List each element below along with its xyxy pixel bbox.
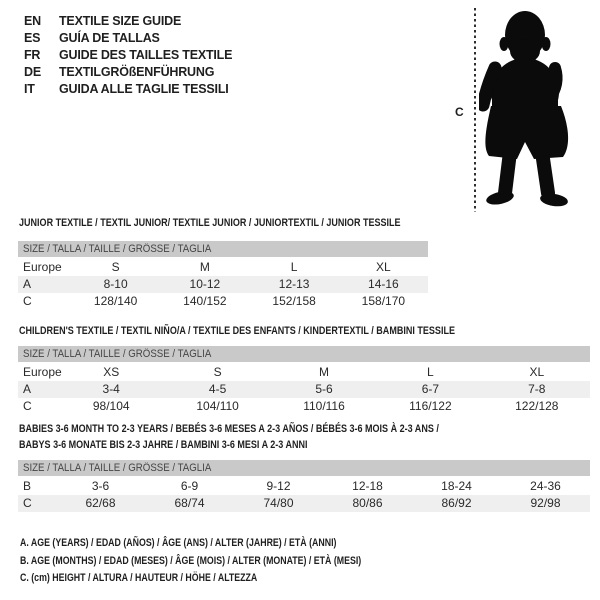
language-code: DE <box>24 65 41 79</box>
language-title: GUIDA ALLE TAGLIE TESSILI <box>59 82 229 96</box>
language-code: ES <box>24 31 41 45</box>
section-title-text: CHILDREN'S TEXTILE / TEXTIL NIÑO/A / TEXTILE DES ENFANTS / KINDERTEXTIL / BAMBINI TESSILE <box>19 325 455 337</box>
table-cell: 3-6 <box>91 479 110 493</box>
language-title: TEXTILE SIZE GUIDE <box>59 14 182 28</box>
table-cell: XL <box>529 365 545 379</box>
table-cell: M <box>318 365 329 379</box>
table-cell: 98/104 <box>92 399 130 413</box>
language-code: EN <box>24 14 41 28</box>
legend-notes <box>20 535 447 588</box>
table-cell: 10-12 <box>189 277 221 291</box>
row-label: A <box>23 277 32 291</box>
section-title-junior <box>19 216 401 232</box>
row-label: C <box>23 294 32 308</box>
baby-silhouette-icon <box>479 8 579 210</box>
row-label: C <box>23 496 32 510</box>
table-cell: 12-13 <box>278 277 310 291</box>
row-label: C <box>23 399 32 413</box>
size-header-label: SIZE / TALLA / TAILLE / GRÖSSE / TAGLIA <box>23 243 212 255</box>
table-cell: 6-7 <box>421 382 440 396</box>
language-title: TEXTILGRÖßENFÜHRUNG <box>59 65 215 79</box>
table-cell: 74/80 <box>263 496 294 510</box>
table-row-age <box>18 381 590 398</box>
legend-note-c: C. (cm) HEIGHT / ALTURA / HAUTEUR / HÖHE / ALTEZZA <box>20 572 258 584</box>
row-label: Europe <box>23 260 62 274</box>
language-row <box>24 47 232 64</box>
table-row-height <box>18 398 590 415</box>
section-title-babies <box>19 422 439 453</box>
language-title: GUIDE DES TAILLES TEXTILE <box>59 48 233 62</box>
table-cell: 152/158 <box>272 294 316 308</box>
table-cell: 62/68 <box>85 496 116 510</box>
table-cell: L <box>427 365 434 379</box>
language-code: FR <box>24 48 41 62</box>
table-cell: 18-24 <box>441 479 472 493</box>
legend-note-b: B. AGE (MONTHS) / EDAD (MESES) / ÂGE (MOIS) / ALTER (MONATE) / ETÀ (MESI) <box>20 554 362 567</box>
table-cell: 7-8 <box>528 382 546 396</box>
language-title-block <box>24 13 232 98</box>
table-cell: 24-36 <box>530 479 561 493</box>
table-cell: 128/140 <box>93 294 138 308</box>
language-row <box>24 30 232 47</box>
size-header-label: SIZE / TALLA / TAILLE / GRÖSSE / TAGLIA <box>23 462 212 474</box>
table-cell: 6-9 <box>180 479 199 493</box>
table-row-age <box>18 276 428 293</box>
table-cell: 5-6 <box>315 382 333 396</box>
language-title: GUÍA DE TALLAS <box>59 31 160 45</box>
table-cell: 122/128 <box>515 399 559 413</box>
table-cell: 14-16 <box>368 277 399 291</box>
table-cell: M <box>199 260 210 274</box>
table-row-months <box>18 478 590 495</box>
table-cell: 116/122 <box>409 399 452 413</box>
table-row-height <box>18 293 428 310</box>
table-cell: XL <box>376 260 391 274</box>
language-code: IT <box>24 82 35 96</box>
table-cell: 110/116 <box>303 399 345 413</box>
table-cell: 92/98 <box>530 496 561 510</box>
section-title-text: BABYS 3-6 MONATE BIS 2-3 JAHRE / BAMBINI 3-6 MESI A 2-3 ANNI <box>19 438 308 451</box>
table-cell: 3-4 <box>102 382 120 396</box>
table-cell: 68/74 <box>174 496 205 510</box>
language-row <box>24 13 232 30</box>
babies-size-table <box>18 460 590 512</box>
table-cell: 9-12 <box>266 479 291 493</box>
junior-size-table <box>18 241 428 310</box>
size-header-bar <box>18 346 590 362</box>
table-cell: S <box>213 365 222 379</box>
size-header-bar <box>18 460 590 476</box>
table-row-europe <box>18 259 428 276</box>
table-cell: 4-5 <box>208 382 227 396</box>
height-measure-label: C <box>455 105 464 119</box>
table-cell: S <box>111 260 120 274</box>
table-cell: L <box>290 260 298 274</box>
size-header-label: SIZE / TALLA / TAILLE / GRÖSSE / TAGLIA <box>23 348 212 360</box>
language-row <box>24 64 232 81</box>
table-cell: 140/152 <box>183 294 227 308</box>
table-row-height <box>18 495 590 512</box>
table-cell: 86/92 <box>441 496 472 510</box>
language-row <box>24 81 232 98</box>
table-cell: 158/170 <box>361 294 406 308</box>
table-cell: 8-10 <box>103 277 128 291</box>
row-label: Europe <box>23 365 62 379</box>
table-cell: 80/86 <box>352 496 383 510</box>
table-cell: 104/110 <box>196 399 239 413</box>
table-cell: XS <box>103 365 120 379</box>
section-title-text: BABIES 3-6 MONTH TO 2-3 YEARS / BEBÉS 3-6 MESES A 2-3 AÑOS / BÉBÉS 3-6 MOIS À 2-3 ANS / <box>19 423 439 435</box>
table-row-europe <box>18 364 590 381</box>
children-size-table <box>18 346 590 415</box>
size-header-bar <box>18 241 428 257</box>
legend-note-a: A. AGE (YEARS) / EDAD (AÑOS) / ÂGE (ANS) / ALTER (JAHRE) / ETÀ (ANNI) <box>20 537 337 549</box>
section-title-children <box>19 324 455 340</box>
section-title-text: JUNIOR TEXTILE / TEXTIL JUNIOR/ TEXTILE JUNIOR / JUNIORTEXTIL / JUNIOR TESSILE <box>19 217 401 229</box>
height-measure-dashed-line <box>474 8 476 212</box>
row-label: A <box>23 382 32 396</box>
table-cell: 12-18 <box>352 479 383 493</box>
row-label: B <box>23 479 32 493</box>
